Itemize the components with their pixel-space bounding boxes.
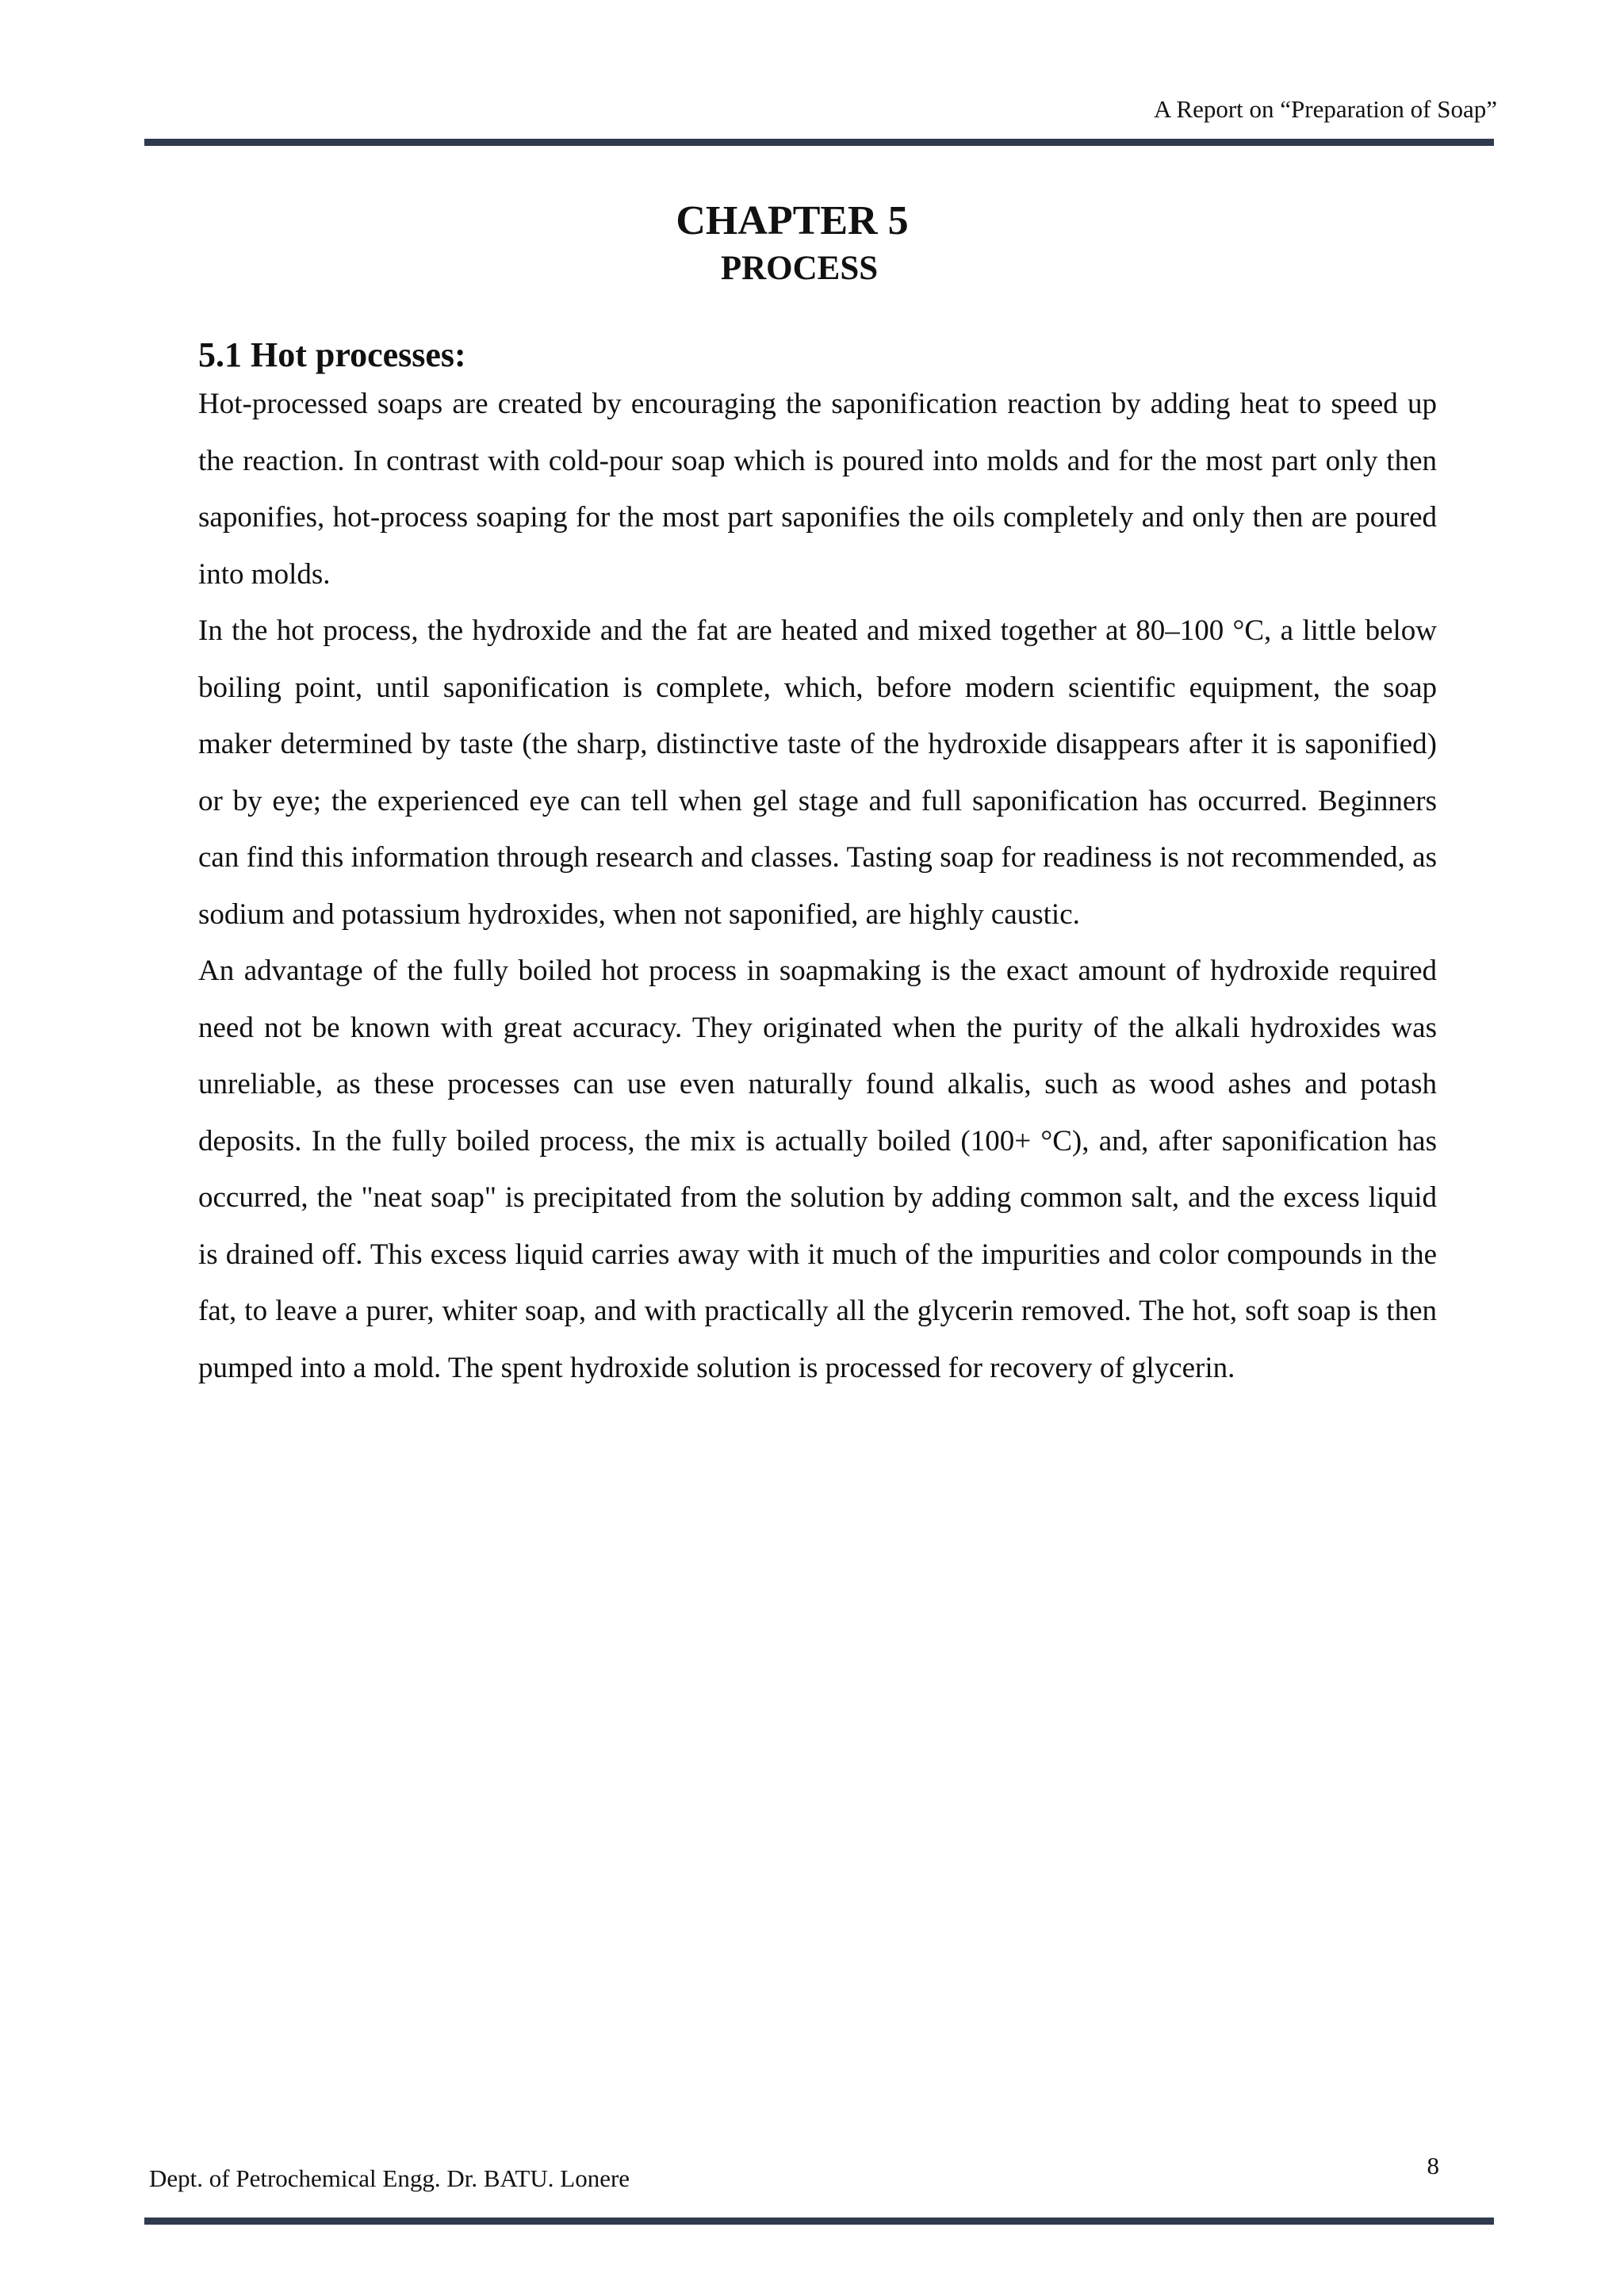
footer-department: Dept. of Petrochemical Engg. Dr. BATU. Lonere [149, 2164, 630, 2192]
header-rule [144, 139, 1494, 146]
paragraph-3: An advantage of the fully boiled hot process in soapmaking is the exact amount of hydroxide required need not be known with great accuracy. They originated when the purity of the alkali hydroxides was unreliable, as these processes can use even naturally found alkalis, such as wood ashes and potash deposits. In the fully boiled process, the mix is actually boiled (100+ °C), and, after saponification has occurred, the "neat soap" is precipitated from the solution by adding common salt, and the excess liquid is drained off. This excess liquid carries away with it much of the impurities and color compounds in the fat, to leave a purer, whiter soap, and with practically all the glycerin removed. The hot, soft soap is then pumped into a mold. The spent hydroxide solution is processed for recovery of glycerin. [198, 955, 1437, 1384]
page-number: 8 [1427, 2152, 1439, 2179]
section-body [198, 376, 1437, 1396]
paragraph-1: Hot-processed soaps are created by encouraging the saponification reaction by adding heat to speed up the reaction. In contrast with cold-pour soap which is poured into molds and for the most part only then saponifies, hot-process soaping for the most part saponifies the oils completely and only then are poured into molds. [198, 388, 1437, 591]
footer-rule [144, 2218, 1494, 2225]
paragraph-2: In the hot process, the hydroxide and the fat are heated and mixed together at 80–100 °C, a little below boiling point, until saponification is complete, which, before modern scientific equipment, the soap maker determined by taste (the sharp, distinctive taste of the hydroxide disappears after it is saponified) or by eye; the experienced eye can tell when gel stage and full saponification has occurred. Beginners can find this information through research and classes. Tasting soap for readiness is not recommended, as sodium and potassium hydroxides, when not saponified, are highly caustic. [198, 614, 1437, 931]
running-header: A Report on “Preparation of Soap” [1153, 95, 1497, 123]
chapter-subtitle: PROCESS [720, 250, 879, 287]
section-heading: 5.1 Hot processes: [198, 335, 466, 374]
chapter-title: CHAPTER 5 [676, 198, 909, 243]
